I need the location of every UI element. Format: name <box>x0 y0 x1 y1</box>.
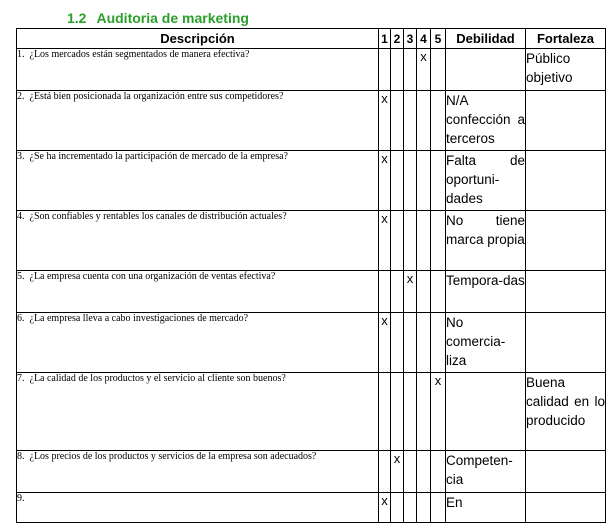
row-description <box>17 451 379 493</box>
row-description <box>17 211 379 271</box>
score-cell-4 <box>417 91 431 151</box>
score-cell-2 <box>391 313 404 373</box>
score-cell-3 <box>404 91 417 151</box>
table-row <box>17 49 606 91</box>
score-cell-3 <box>404 151 417 211</box>
score-cell-1: x <box>379 211 391 271</box>
row-question: ¿Se ha incrementado la participación de mercado de la empresa? <box>29 151 288 162</box>
score-cell-1: x <box>379 91 391 151</box>
row-number: 5. <box>17 271 25 282</box>
strength-cell <box>526 211 606 271</box>
table-row <box>17 313 606 373</box>
score-cell-2: x <box>391 451 404 493</box>
row-question: ¿La calidad de los productos y el servicio al cliente son buenos? <box>29 373 286 384</box>
score-cell-5 <box>431 493 446 523</box>
strength-cell <box>526 271 606 313</box>
header-score-1: 1 <box>379 29 391 49</box>
row-description <box>17 271 379 313</box>
score-cell-2 <box>391 151 404 211</box>
score-cell-5 <box>431 451 446 493</box>
table-row <box>17 373 606 451</box>
score-cell-4 <box>417 451 431 493</box>
score-cell-1: x <box>379 151 391 211</box>
row-description <box>17 373 379 451</box>
score-cell-3 <box>404 493 417 523</box>
row-description <box>17 151 379 211</box>
score-cell-5 <box>431 271 446 313</box>
score-cell-5 <box>431 211 446 271</box>
score-cell-1 <box>379 373 391 451</box>
score-cell-2 <box>391 493 404 523</box>
score-cell-3 <box>404 451 417 493</box>
row-number: 7. <box>17 373 25 384</box>
section-title: Auditoria de marketing <box>96 10 249 26</box>
header-row <box>17 29 606 49</box>
marketing-audit-table <box>16 28 606 523</box>
strength-cell: Buena calidad en lo producido <box>526 373 606 451</box>
strength-cell <box>526 313 606 373</box>
header-score-3: 3 <box>404 29 417 49</box>
row-number: 3. <box>17 151 25 162</box>
score-cell-4: x <box>417 49 431 91</box>
weakness-cell <box>446 373 526 451</box>
score-cell-3 <box>404 49 417 91</box>
score-cell-3 <box>404 211 417 271</box>
score-cell-1 <box>379 451 391 493</box>
score-cell-2 <box>391 373 404 451</box>
weakness-cell: Tempora-das <box>446 271 526 313</box>
score-cell-2 <box>391 49 404 91</box>
score-cell-2 <box>391 211 404 271</box>
weakness-cell <box>446 49 526 91</box>
score-cell-1: x <box>379 313 391 373</box>
score-cell-4 <box>417 211 431 271</box>
score-cell-5 <box>431 49 446 91</box>
weakness-cell: No comercia-liza <box>446 313 526 373</box>
table-row <box>17 271 606 313</box>
header-description: Descripción <box>17 29 379 49</box>
row-number: 1. <box>17 49 25 60</box>
row-question: ¿La empresa cuenta con una organización de ventas efectiva? <box>29 271 276 282</box>
strength-cell <box>526 91 606 151</box>
score-cell-4 <box>417 373 431 451</box>
header-weakness: Debilidad <box>446 29 526 49</box>
score-cell-3 <box>404 313 417 373</box>
score-cell-1 <box>379 49 391 91</box>
score-cell-4 <box>417 313 431 373</box>
row-question: ¿Está bien posicionada la organización entre sus competidores? <box>29 91 284 102</box>
table-row <box>17 211 606 271</box>
score-cell-5 <box>431 151 446 211</box>
row-question: ¿Los precios de los productos y servicios de la empresa son adecuados? <box>29 451 317 462</box>
table-row <box>17 451 606 493</box>
strength-cell <box>526 493 606 523</box>
table-row <box>17 493 606 523</box>
score-cell-5 <box>431 91 446 151</box>
score-cell-5 <box>431 313 446 373</box>
header-strength: Fortaleza <box>526 29 606 49</box>
row-number: 4. <box>17 211 25 222</box>
score-cell-2 <box>391 271 404 313</box>
strength-cell <box>526 151 606 211</box>
strength-cell: Público objetivo <box>526 49 606 91</box>
table-row <box>17 91 606 151</box>
row-number: 6. <box>17 313 25 324</box>
row-question: ¿Los mercados están segmentados de manera efectiva? <box>29 49 250 60</box>
score-cell-1: x <box>379 493 391 523</box>
header-score-2: 2 <box>391 29 404 49</box>
row-number: 8. <box>17 451 25 462</box>
weakness-cell: Falta de oportuni-dades <box>446 151 526 211</box>
row-number: 2. <box>17 91 25 102</box>
score-cell-4 <box>417 151 431 211</box>
row-number: 9. <box>17 493 25 504</box>
score-cell-3: x <box>404 271 417 313</box>
row-question: ¿La empresa lleva a cabo investigaciones de mercado? <box>29 313 249 324</box>
row-description <box>17 91 379 151</box>
header-score-4: 4 <box>417 29 431 49</box>
weakness-cell: Competen-cia <box>446 451 526 493</box>
weakness-cell: En <box>446 493 526 523</box>
score-cell-1 <box>379 271 391 313</box>
score-cell-4 <box>417 271 431 313</box>
section-heading <box>67 10 249 26</box>
row-description <box>17 313 379 373</box>
score-cell-2 <box>391 91 404 151</box>
header-score-5: 5 <box>431 29 446 49</box>
row-question: ¿Son confiables y rentables los canales de distribución actuales? <box>29 211 287 222</box>
weakness-cell: N/A confección a terceros <box>446 91 526 151</box>
table-row <box>17 151 606 211</box>
score-cell-3 <box>404 373 417 451</box>
strength-cell <box>526 451 606 493</box>
score-cell-5: x <box>431 373 446 451</box>
section-number: 1.2 <box>67 10 87 26</box>
weakness-cell: No tiene marca propia <box>446 211 526 271</box>
row-description <box>17 49 379 91</box>
score-cell-4 <box>417 493 431 523</box>
row-description <box>17 493 379 523</box>
